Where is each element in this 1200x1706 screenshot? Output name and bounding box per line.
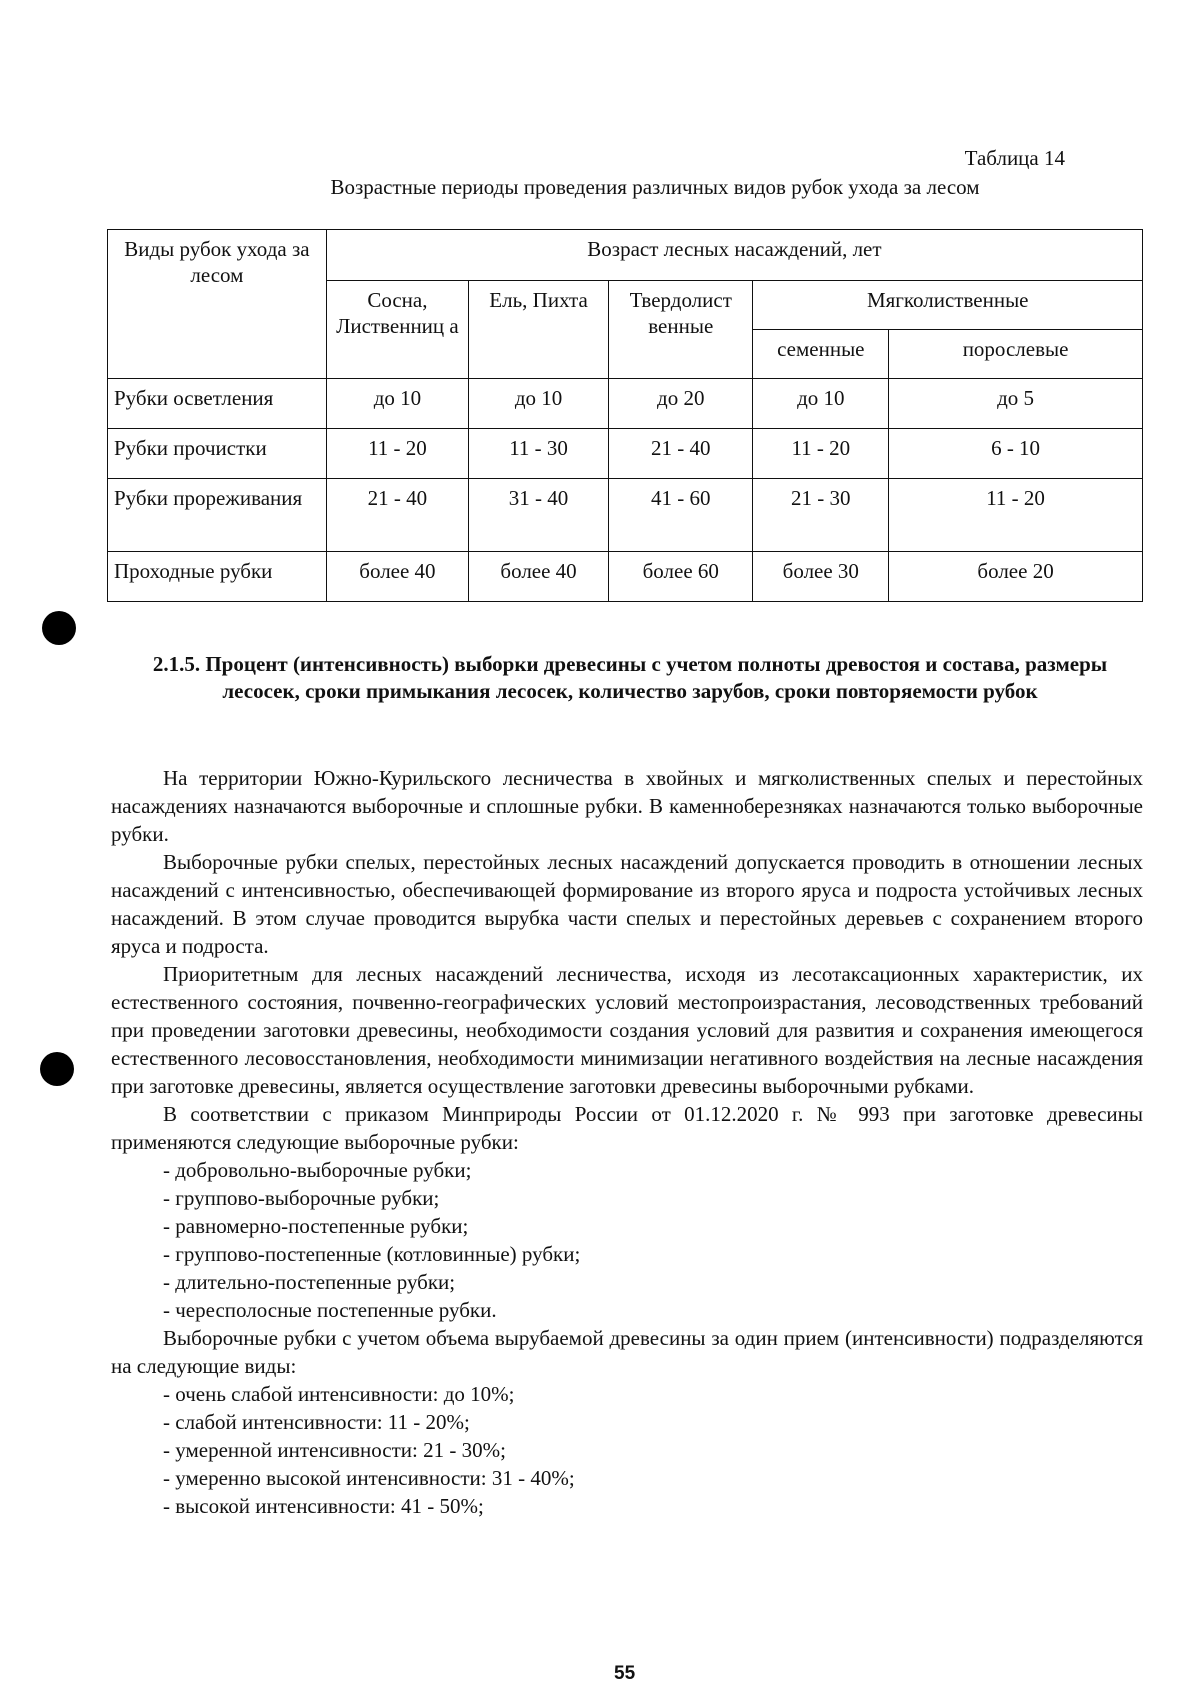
- paragraph: Выборочные рубки спелых, перестойных лесных насаждений допускается проводить в отношении лесных насаждений с интенсивностью, обеспечивающей формирование из второго яруса и подроста устойчивых лесных насаждений. В этом случае проводится вырубка части спелых и перестойных деревьев с сохранением второго яруса и подроста.: [111, 850, 1143, 958]
- header-sub-seed: семенные: [753, 330, 889, 379]
- cutting-types-list: [111, 1156, 1143, 1324]
- list-item: - равномерно-постепенные рубки;: [163, 1214, 469, 1238]
- paragraph: На территории Южно-Курильского лесничества в хвойных и мягколиственных спелых и перестойных насаждениях назначаются выборочные и сплошные рубки. В каменноберезняках назначаются только выборочные рубки.: [111, 766, 1143, 846]
- intensity-list: [111, 1380, 1143, 1520]
- list-item: - длительно-постепенные рубки;: [163, 1270, 456, 1294]
- table-cell: 21 - 40: [326, 479, 468, 552]
- table-label: Таблица 14: [964, 146, 1065, 170]
- header-col-softwood: Мягколиственные: [753, 281, 1143, 330]
- header-sub-coppice: порослевые: [889, 330, 1143, 379]
- paragraph: Выборочные рубки с учетом объема вырубаемой древесины за один прием (интенсивности) подразделяются на следующие виды:: [111, 1326, 1143, 1378]
- paragraph: В соответствии с приказом Минприроды России от 01.12.2020 г. № 993 при заготовке древесины применяются следующие выборочные рубки:: [111, 1102, 1143, 1154]
- header-group-label: Возраст лесных насаждений, лет: [326, 230, 1142, 281]
- header-col-pine: Сосна, Лиственниц а: [326, 281, 468, 379]
- paragraph: Приоритетным для лесных насаждений лесничества, исходя из лесотаксационных характеристик, их естественного состояния, почвенно-географических условий местопроизрастания, лесоводственных требований при проведении заготовки древесины, необходимости создания условий для развития и сохранения имеющегося естественного лесовосстановления, необходимости минимизации негативного воздействия на лесные насаждения при заготовке древесины, является осуществление заготовки древесины выборочными рубками.: [111, 962, 1143, 1098]
- row-label: Проходные рубки: [108, 552, 327, 602]
- table-caption: Возрастные периоды проведения различных видов рубок ухода за лесом: [330, 175, 980, 199]
- row-label: Рубки прочистки: [108, 429, 327, 479]
- list-item: - чересполосные постепенные рубки.: [163, 1298, 497, 1322]
- list-item: - высокой интенсивности: 41 - 50%;: [163, 1494, 484, 1518]
- age-periods-table: [107, 229, 1143, 602]
- table-cell: 21 - 30: [753, 479, 889, 552]
- list-item: - группово-постепенные (котловинные) рубки;: [163, 1242, 581, 1266]
- table-cell: до 5: [889, 379, 1143, 429]
- list-item: - умеренно высокой интенсивности: 31 - 40%;: [163, 1466, 575, 1490]
- table-cell: до 10: [326, 379, 468, 429]
- row-label: Рубки прореживания: [108, 479, 327, 552]
- table-cell: более 40: [469, 552, 609, 602]
- table-cell: до 10: [469, 379, 609, 429]
- table-cell: более 20: [889, 552, 1143, 602]
- table-cell: до 20: [609, 379, 753, 429]
- list-item: - слабой интенсивности: 11 - 20%;: [163, 1410, 470, 1434]
- table-cell: более 60: [609, 552, 753, 602]
- table-cell: 11 - 20: [753, 429, 889, 479]
- table-row: [108, 429, 1143, 479]
- header-row-label: Виды рубок ухода за лесом: [108, 230, 327, 379]
- table-row: [108, 479, 1143, 552]
- table-cell: 11 - 30: [469, 429, 609, 479]
- row-label: Рубки осветления: [108, 379, 327, 429]
- table-cell: более 40: [326, 552, 468, 602]
- table-cell: 11 - 20: [889, 479, 1143, 552]
- list-item: - очень слабой интенсивности: до 10%;: [163, 1382, 515, 1406]
- list-item: - добровольно-выборочные рубки;: [163, 1158, 472, 1182]
- table-cell: до 10: [753, 379, 889, 429]
- table-row: [108, 552, 1143, 602]
- header-col-hardwood: Твердолист венные: [609, 281, 753, 379]
- page-number: 55: [614, 1663, 636, 1684]
- table-row: [108, 379, 1143, 429]
- punch-hole-mark: [42, 611, 76, 645]
- list-item: - группово-выборочные рубки;: [163, 1186, 440, 1210]
- table-cell: 21 - 40: [609, 429, 753, 479]
- header-col-spruce: Ель, Пихта: [469, 281, 609, 379]
- body-text: [111, 764, 1143, 1520]
- list-item: - умеренной интенсивности: 21 - 30%;: [163, 1438, 506, 1462]
- table-cell: более 30: [753, 552, 889, 602]
- section-heading: 2.1.5. Процент (интенсивность) выборки древесины с учетом полноты древостоя и состава, размеры лесосек, сроки примыкания лесосек, количество зарубов, сроки повторяемости рубок: [152, 652, 1108, 703]
- table-cell: 31 - 40: [469, 479, 609, 552]
- table-cell: 41 - 60: [609, 479, 753, 552]
- table-cell: 11 - 20: [326, 429, 468, 479]
- punch-hole-mark: [40, 1052, 74, 1086]
- table-cell: 6 - 10: [889, 429, 1143, 479]
